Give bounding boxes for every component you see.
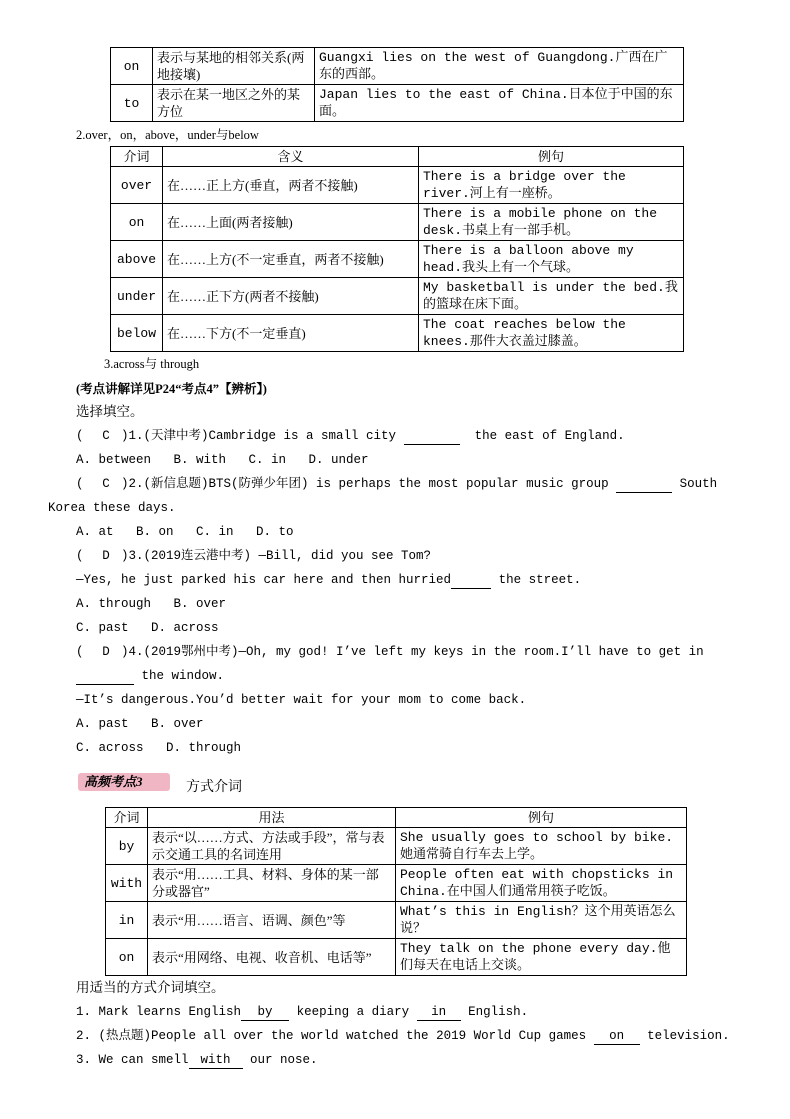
table-row <box>111 241 684 278</box>
prep-cell: above <box>111 241 163 278</box>
example-cell: They talk on the phone every day.他们每天在电话上交谈。 <box>396 939 687 976</box>
example-cell: There is a balloon above my head.我头上有一个气球。 <box>419 241 684 278</box>
table-row <box>106 902 687 939</box>
table-row <box>111 48 684 85</box>
meaning-cell: 在……上方(不一定垂直，两者不接触) <box>163 241 419 278</box>
prep-cell: on <box>106 939 148 976</box>
header-prep: 介词 <box>106 808 148 828</box>
prep-cell: in <box>106 902 148 939</box>
example-cell: My basketball is under the bed.我的篮球在床下面。 <box>419 278 684 315</box>
meaning-cell: 表示在某一地区之外的某方位 <box>153 85 315 122</box>
table-row <box>106 939 687 976</box>
prep-cell: on <box>111 204 163 241</box>
fill-answer-3: with <box>189 1052 243 1069</box>
answer-1: C <box>102 429 110 443</box>
header-example: 例句 <box>419 147 684 167</box>
header-prep: 介词 <box>111 147 163 167</box>
meaning-cell: 在……正下方(两者不接触) <box>163 278 419 315</box>
usage-cell: 表示“用……工具、材料、身体的某一部分或器官” <box>148 865 396 902</box>
answer-4: D <box>102 645 110 659</box>
instruction-fill: 用适当的方式介词填空。 <box>76 980 225 995</box>
fill-answer-2: on <box>594 1028 640 1045</box>
section-title-manner-prepositions: 方式介词 <box>186 780 242 795</box>
prep-cell: by <box>106 828 148 865</box>
question-4: ( D )4.(2019鄂州中考)—Oh, my god! I’ve left my keys in the room.I’ll have to get in <box>76 645 704 659</box>
question-3-line-2: —Yes, he just parked his car here and then hurried the street. <box>76 573 582 587</box>
question-4-line-3: —It’s dangerous.You’d better wait for your mom to come back. <box>76 693 527 707</box>
table-header-row <box>111 147 684 167</box>
table-row <box>111 85 684 122</box>
question-4-options-2: C. across D. through <box>76 741 242 755</box>
question-2: ( C )2.(新信息题)BTS(防弹少年团) is perhaps the most popular music group South <box>76 477 718 491</box>
usage-cell: 表示“用网络、电视、收音机、电话等” <box>148 939 396 976</box>
table-row <box>111 278 684 315</box>
fill-answer-1b: in <box>417 1004 461 1021</box>
table-direction-on-to <box>110 47 684 122</box>
example-cell: What’s this in English？这个用英语怎么说？ <box>396 902 687 939</box>
prep-cell: over <box>111 167 163 204</box>
table-over-on-above <box>110 146 684 352</box>
question-1: ( C )1.(天津中考)Cambridge is a small city the east of England. <box>76 429 625 443</box>
question-1-options: A. between B. with C. in D. under <box>76 453 369 467</box>
fill-item-1: 1. Mark learns English by keeping a diary in English. <box>76 1005 529 1019</box>
blank-1 <box>404 428 460 445</box>
example-cell: There is a bridge over the river.河上有一座桥。 <box>419 167 684 204</box>
table-manner-prepositions <box>105 807 687 976</box>
prep-cell: below <box>111 315 163 352</box>
example-cell: There is a mobile phone on the desk.书桌上有一部手机。 <box>419 204 684 241</box>
table-row <box>111 204 684 241</box>
table-row <box>111 167 684 204</box>
question-3: ( D )3.(2019连云港中考) —Bill, did you see Tom? <box>76 549 432 563</box>
meaning-cell: 在……下方(不一定垂直) <box>163 315 419 352</box>
meaning-cell: 在……上面(两者接触) <box>163 204 419 241</box>
fill-answer-1a: by <box>241 1004 289 1021</box>
answer-2: C <box>102 477 110 491</box>
blank-2 <box>616 476 672 493</box>
table-header-row <box>106 808 687 828</box>
question-2-line-2: Korea these days. <box>48 501 176 515</box>
example-cell: The coat reaches below the knees.那件大衣盖过膝盖。 <box>419 315 684 352</box>
table-row <box>106 865 687 902</box>
usage-cell: 表示“以……方式、方法或手段”，常与表示交通工具的名词连用 <box>148 828 396 865</box>
section-2-title: 2.over，on，above，under与below <box>76 128 259 142</box>
section-3-title: 3.across与 through <box>104 357 200 371</box>
reference-note: (考点讲解详见P24“考点4”【辨析】) <box>76 382 267 396</box>
meaning-cell: 在……正上方(垂直，两者不接触) <box>163 167 419 204</box>
blank-4 <box>76 668 134 685</box>
header-usage: 用法 <box>148 808 396 828</box>
example-cell: She usually goes to school by bike.她通常骑自行车去上学。 <box>396 828 687 865</box>
example-cell: People often eat with chopsticks in China.在中国人们通常用筷子吃饭。 <box>396 865 687 902</box>
high-frequency-badge: 高频考点3 <box>78 773 170 791</box>
header-meaning: 含义 <box>163 147 419 167</box>
prep-cell: on <box>111 48 153 85</box>
answer-3: D <box>102 549 110 563</box>
question-4-options-1: A. past B. over <box>76 717 204 731</box>
example-cell: Japan lies to the east of China.日本位于中国的东面。 <box>315 85 684 122</box>
question-2-options: A. at B. on C. in D. to <box>76 525 294 539</box>
example-cell: Guangxi lies on the west of Guangdong.广西在广东的西部。 <box>315 48 684 85</box>
prep-cell: under <box>111 278 163 315</box>
blank-3 <box>451 572 491 589</box>
table-row <box>111 315 684 352</box>
prep-cell: to <box>111 85 153 122</box>
question-3-options-2: C. past D. across <box>76 621 219 635</box>
fill-item-2: 2. (热点题)People all over the world watched the 2019 World Cup games on television. <box>76 1029 730 1043</box>
table-row <box>106 828 687 865</box>
question-4-line-2: the window. <box>76 668 224 685</box>
usage-cell: 表示“用……语言、语调、颜色”等 <box>148 902 396 939</box>
prep-cell: with <box>106 865 148 902</box>
question-3-options-1: A. through B. over <box>76 597 227 611</box>
header-example: 例句 <box>396 808 687 828</box>
instruction-choose: 选择填空。 <box>76 404 144 419</box>
meaning-cell: 表示与某地的相邻关系(两地接壤) <box>153 48 315 85</box>
fill-item-3: 3. We can smell with our nose. <box>76 1053 318 1067</box>
